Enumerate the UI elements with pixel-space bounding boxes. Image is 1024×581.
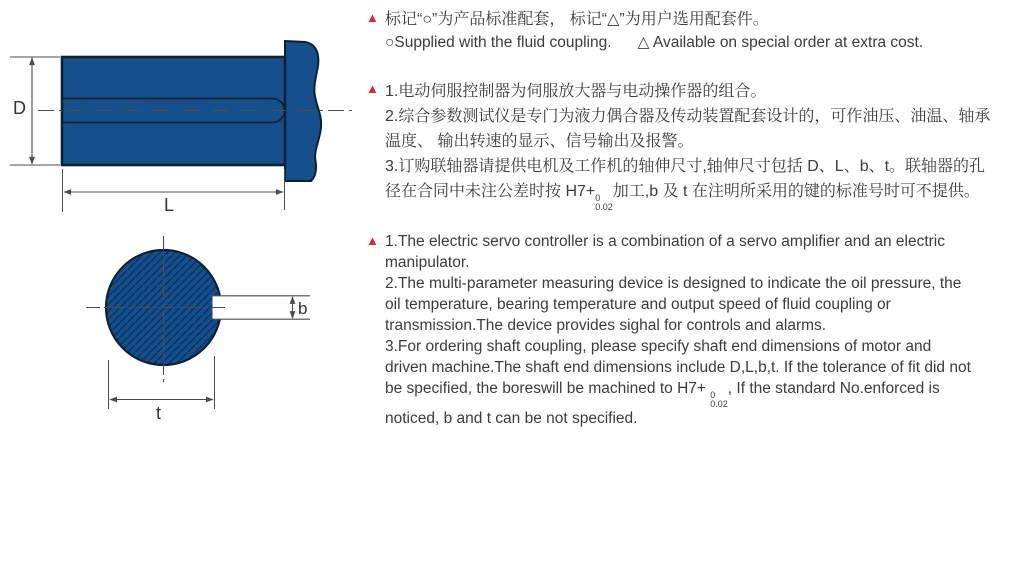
en-note-line: driven machine.The shaft end dimensions include D,L,b,t. If the tolerance of fit did not	[385, 359, 971, 376]
legend-note	[366, 8, 923, 54]
chinese-notes	[366, 79, 990, 211]
tolerance-lower: 0.02	[595, 201, 613, 212]
en-note-line: transmission.The device provides sighal for controls and alarms.	[385, 317, 827, 334]
label-d: D	[13, 98, 26, 118]
en-note-line: 1.The electric servo controller is a combination of a servo amplifier and an electric	[385, 233, 945, 250]
shaft-side-view	[10, 41, 352, 215]
en-tolerance-pre: be specified, the boreswill be machined to H7+	[385, 380, 711, 397]
english-notes	[366, 231, 971, 429]
english-note-lines	[385, 231, 971, 429]
red-triangle-icon: ▲	[366, 233, 379, 248]
keyway-notch	[213, 296, 311, 319]
tolerance-lower: 0.02	[710, 398, 728, 409]
en-note-line: noticed, b and t can be not specified.	[385, 410, 638, 427]
zh-note-line: 3.订购联轴器请提供电机及工作机的轴伸尺寸,轴伸尺寸包括 D、L、b、t。联轴器的孔	[385, 158, 986, 175]
zh-tolerance-pre: 径在合同中未注公差时按 H7+	[385, 183, 596, 200]
en-note-line: manipulator.	[385, 254, 470, 271]
legend-lines	[385, 8, 923, 54]
zh-tolerance-post: 加工,b 及 t 在注明所采用的键的标准号时可不提供。	[612, 183, 980, 200]
zh-note-line	[385, 179, 990, 211]
label-t: t	[156, 403, 162, 423]
legend-supplied-text: ○Supplied with the fluid coupling.	[385, 34, 612, 51]
label-l: L	[164, 195, 175, 215]
en-note-line: 2.The multi-parameter measuring device is designed to indicate the oil pressure, the	[385, 275, 962, 292]
legend-en-line	[385, 31, 923, 54]
en-note-line: 3.For ordering shaft coupling, please specify shaft end dimensions of motor and	[385, 338, 932, 355]
tolerance-upper: 0	[710, 390, 716, 400]
en-tolerance-post: , If the standard No.enforced is	[727, 380, 940, 397]
legend-optional-text: △ Available on special order at extra cost.	[637, 34, 924, 51]
shaft-diagrams-svg	[0, 0, 360, 430]
red-triangle-icon: ▲	[366, 10, 379, 25]
zh-note-line: 2.综合参数测试仪是专门为液力偶合器及传动装置配套设计的，可作油压、油温、轴承	[385, 108, 991, 125]
en-note-line: oil temperature, bearing temperature and output speed of fluid coupling or	[385, 296, 891, 313]
shaft-dimension-diagrams	[0, 0, 360, 430]
zh-note-line: 1.电动伺服控制器为伺服放大器与电动操作器的组合。	[385, 83, 767, 100]
tolerance-stack	[710, 391, 728, 408]
tolerance-upper: 0	[595, 193, 601, 203]
label-b: b	[298, 299, 308, 318]
dimension-l	[63, 169, 285, 215]
tolerance-stack	[595, 194, 613, 211]
shaft-cross-section	[86, 236, 310, 423]
en-note-line	[385, 378, 971, 408]
legend-zh-line: 标记“○”为产品标准配套， 标记“△”为用户选用配套件。	[385, 11, 769, 28]
red-triangle-icon: ▲	[366, 81, 379, 96]
zh-note-line: 温度、 输出转速的显示、信号输出及报警。	[385, 133, 694, 150]
chinese-note-lines	[385, 79, 990, 211]
